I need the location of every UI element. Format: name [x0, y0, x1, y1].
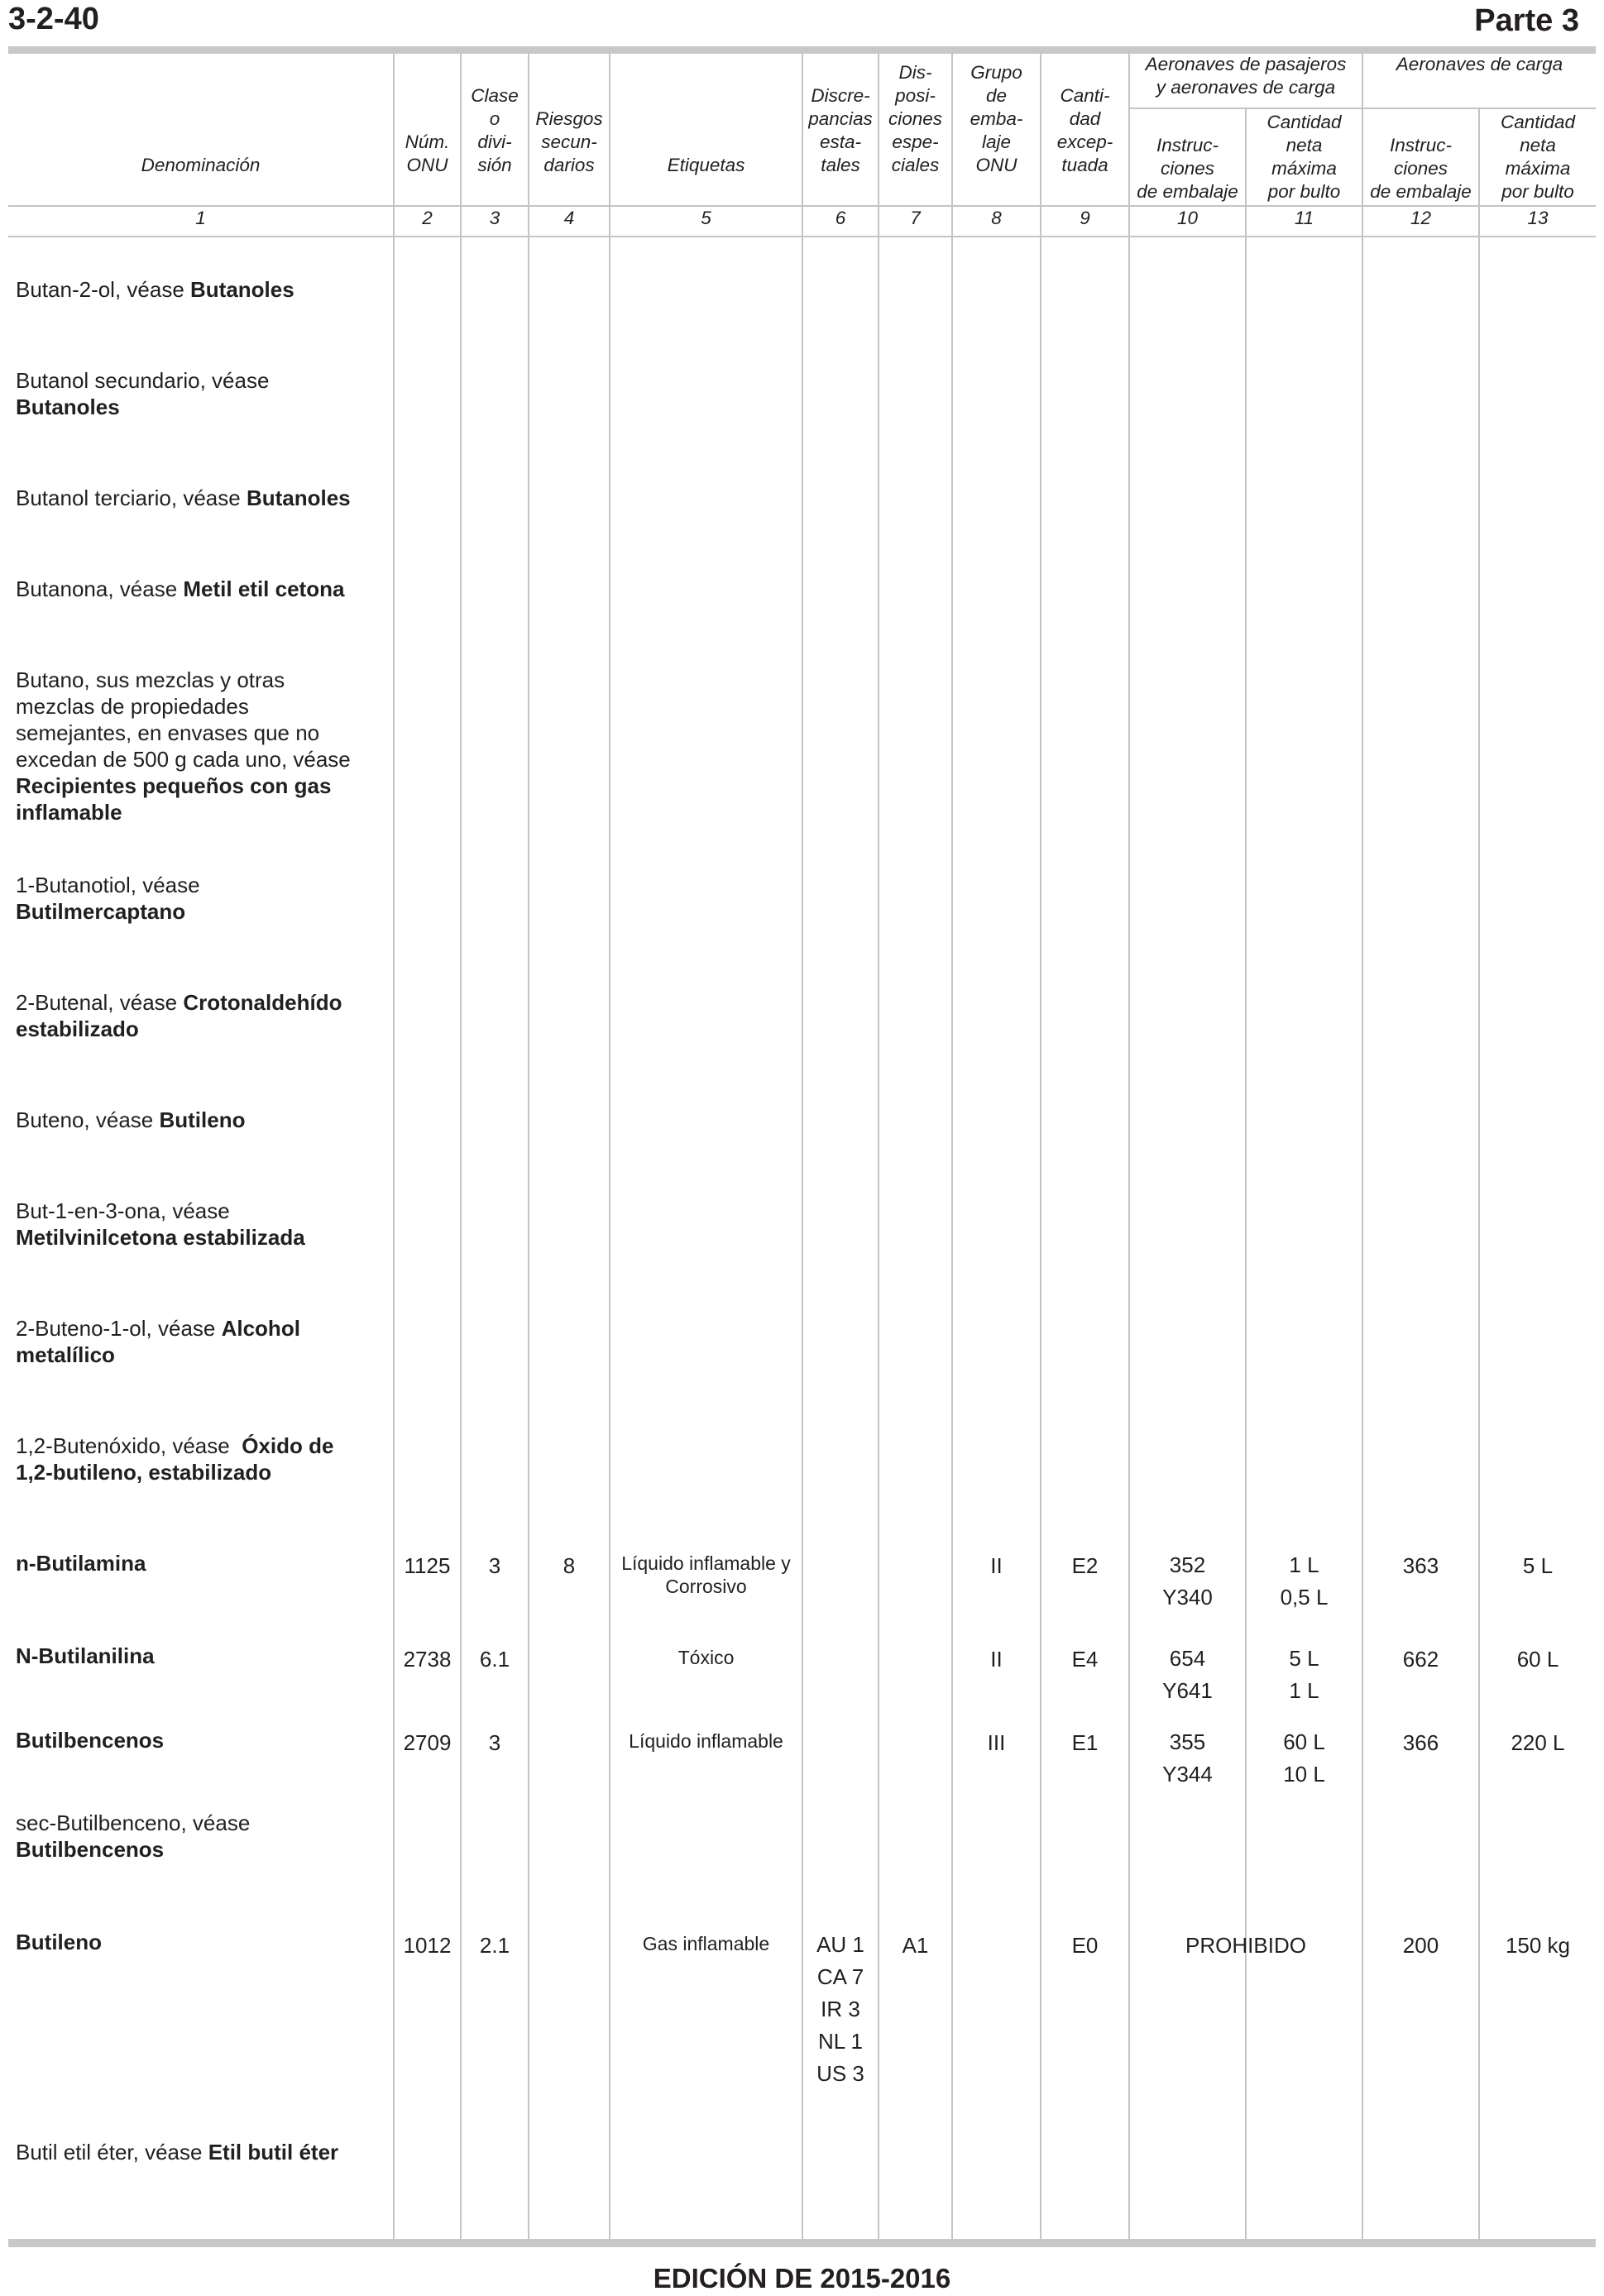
- entry-2-buteno-1-ol: 2-Buteno-1-ol, véase Alcohol metalílico: [16, 1316, 300, 1367]
- entry-butil-etil-eter: Butil etil éter, véase Etil butil éter: [16, 2140, 339, 2164]
- row-discrepancias: AU 1 CA 7 IR 3 NL 1 US 3: [816, 1932, 864, 2086]
- column-number: 3: [489, 208, 500, 228]
- row-cantidad-carga: 220 L: [1511, 1730, 1565, 1755]
- column-number: 5: [701, 208, 711, 228]
- edition-footer: EDICIÓN DE 2015-2016: [653, 2263, 951, 2294]
- row-exceptuada: E1: [1071, 1730, 1099, 1755]
- entry-butano: Butano, sus mezclas y otras mezclas de propiedades semejantes, en envases que no excedan de 500 g cada uno, véase Recipientes pequeños con gas inflamable: [16, 667, 351, 825]
- row-grupo: II: [990, 1647, 1003, 1672]
- column-number: 8: [991, 208, 1002, 228]
- row-grupo: II: [990, 1553, 1003, 1578]
- entry-1-butanotiol: 1-Butanotiol, véase Butilmercaptano: [16, 873, 200, 924]
- row-name: Butilbencenos: [16, 1728, 165, 1753]
- row-riesgos: 8: [563, 1553, 576, 1578]
- col-divider: [951, 237, 953, 2239]
- row-cantidad-carga: 5 L: [1522, 1553, 1554, 1578]
- row-exceptuada: E4: [1071, 1647, 1099, 1672]
- column-number: 2: [422, 208, 433, 228]
- entry-2-butenal: 2-Butenal, véase Crotonaldehído estabilizado: [16, 990, 342, 1041]
- bottom-rule: [8, 2239, 1596, 2247]
- row-exceptuada: E0: [1071, 1933, 1099, 1958]
- row-clase: 2.1: [479, 1933, 510, 1958]
- entry-sec-butilbenceno: sec-Butilbenceno, véase Butilbencenos: [16, 1810, 251, 1862]
- row-cantidad-carga: 60 L: [1516, 1647, 1559, 1672]
- column-number: 10: [1176, 208, 1199, 228]
- entry-butanona: Butanona, véase Metil etil cetona: [16, 576, 345, 601]
- row-num-onu: 1125: [404, 1553, 451, 1578]
- column-number: 1: [195, 208, 206, 228]
- row-instrucciones-pasajeros: 352 Y340: [1162, 1552, 1213, 1610]
- row-exceptuada: E2: [1071, 1553, 1099, 1578]
- row-instrucciones-pasajeros: 654 Y641: [1162, 1646, 1213, 1703]
- column-number: 12: [1410, 208, 1432, 228]
- col-divider: [528, 237, 529, 2239]
- header-clase: Clase o divi- sión: [471, 85, 519, 175]
- entry-but-1-en-3-ona: But-1-en-3-ona, véase Metilvinilcetona estabilizada: [16, 1198, 305, 1250]
- row-name: Butileno: [16, 1930, 102, 1954]
- part-title: Parte 3: [1474, 3, 1579, 38]
- row-cantidad-pasajeros: 1 L 0,5 L: [1280, 1552, 1329, 1610]
- row-instrucciones-carga: 662: [1402, 1647, 1439, 1672]
- entry-butanol-secundario: Butanol secundario, véase Butanoles: [16, 368, 270, 419]
- row-instrucciones-carga: 366: [1402, 1730, 1439, 1755]
- header-cantidad-pasajeros: Cantidad neta máxima por bulto: [1266, 112, 1342, 202]
- column-number: 9: [1080, 208, 1090, 228]
- row-name: n-Butilamina: [16, 1551, 146, 1576]
- header-instrucciones-carga: Instruc- ciones de embalaje: [1370, 135, 1472, 202]
- row-cantidad-pasajeros: 60 L 10 L: [1283, 1729, 1325, 1787]
- column-number: 11: [1294, 208, 1314, 228]
- header-riesgos: Riesgos secun- darios: [535, 108, 603, 175]
- row-clase: 6.1: [479, 1647, 510, 1672]
- entry-butanol-terciario: Butanol terciario, véase Butanoles: [16, 486, 351, 510]
- header-cantidad-exceptuada: Canti- dad excep- tuada: [1056, 85, 1113, 175]
- row-etiquetas: Líquido inflamable y Corrosivo: [621, 1552, 791, 1597]
- row-num-onu: 2738: [403, 1647, 452, 1672]
- page-number: 3-2-40: [8, 2, 99, 36]
- header-grupo: Grupo de emba- laje ONU: [970, 62, 1023, 175]
- row-pasajeros-prohibido: PROHIBIDO: [1185, 1933, 1306, 1958]
- row-num-onu: 2709: [403, 1730, 452, 1755]
- header-instrucciones-pasajeros: Instruc- ciones de embalaje: [1137, 135, 1238, 202]
- row-instrucciones-carga: 363: [1402, 1553, 1439, 1578]
- row-etiquetas: Líquido inflamable: [629, 1730, 783, 1752]
- entry-buteno: Buteno, véase Butileno: [16, 1107, 246, 1132]
- header-num-onu: Núm. ONU: [405, 132, 450, 175]
- row-instrucciones-carga: 200: [1402, 1933, 1439, 1958]
- row-num-onu: 1012: [403, 1933, 452, 1958]
- row-cantidad-carga: 150 kg: [1505, 1933, 1571, 1958]
- header-discrepancias: Discre- pancias esta- tales: [808, 85, 873, 175]
- row-etiquetas: Gas inflamable: [642, 1933, 770, 1954]
- column-number: 4: [563, 208, 575, 228]
- row-disposiciones: A1: [902, 1933, 929, 1958]
- header-disposiciones: Dis- posi- ciones espe- ciales: [888, 62, 943, 175]
- row-cantidad-pasajeros: 5 L 1 L: [1289, 1646, 1319, 1703]
- header-carga-group: Aeronaves de carga: [1396, 54, 1563, 74]
- entry-1-2-butenoxido: 1,2-Butenóxido, véase Óxido de 1,2-butileno, estabilizado: [16, 1433, 334, 1485]
- header-pasajeros-group: Aeronaves de pasajeros y aeronaves de carga: [1145, 54, 1347, 98]
- row-name: N-Butilanilina: [16, 1643, 155, 1668]
- row-grupo: III: [987, 1730, 1006, 1755]
- row-clase: 3: [488, 1553, 501, 1578]
- row-clase: 3: [488, 1730, 501, 1755]
- row-etiquetas: Tóxico: [678, 1647, 735, 1668]
- entry-butan-2-ol: Butan-2-ol, véase Butanoles: [16, 277, 294, 302]
- column-number: 6: [835, 208, 846, 228]
- header-denominacion: Denominación: [141, 155, 261, 175]
- row-instrucciones-pasajeros: 355 Y344: [1162, 1729, 1213, 1787]
- header-cantidad-carga: Cantidad neta máxima por bulto: [1500, 112, 1576, 202]
- header-etiquetas: Etiquetas: [667, 155, 745, 175]
- column-number: 7: [910, 208, 921, 228]
- column-number: 13: [1527, 208, 1549, 228]
